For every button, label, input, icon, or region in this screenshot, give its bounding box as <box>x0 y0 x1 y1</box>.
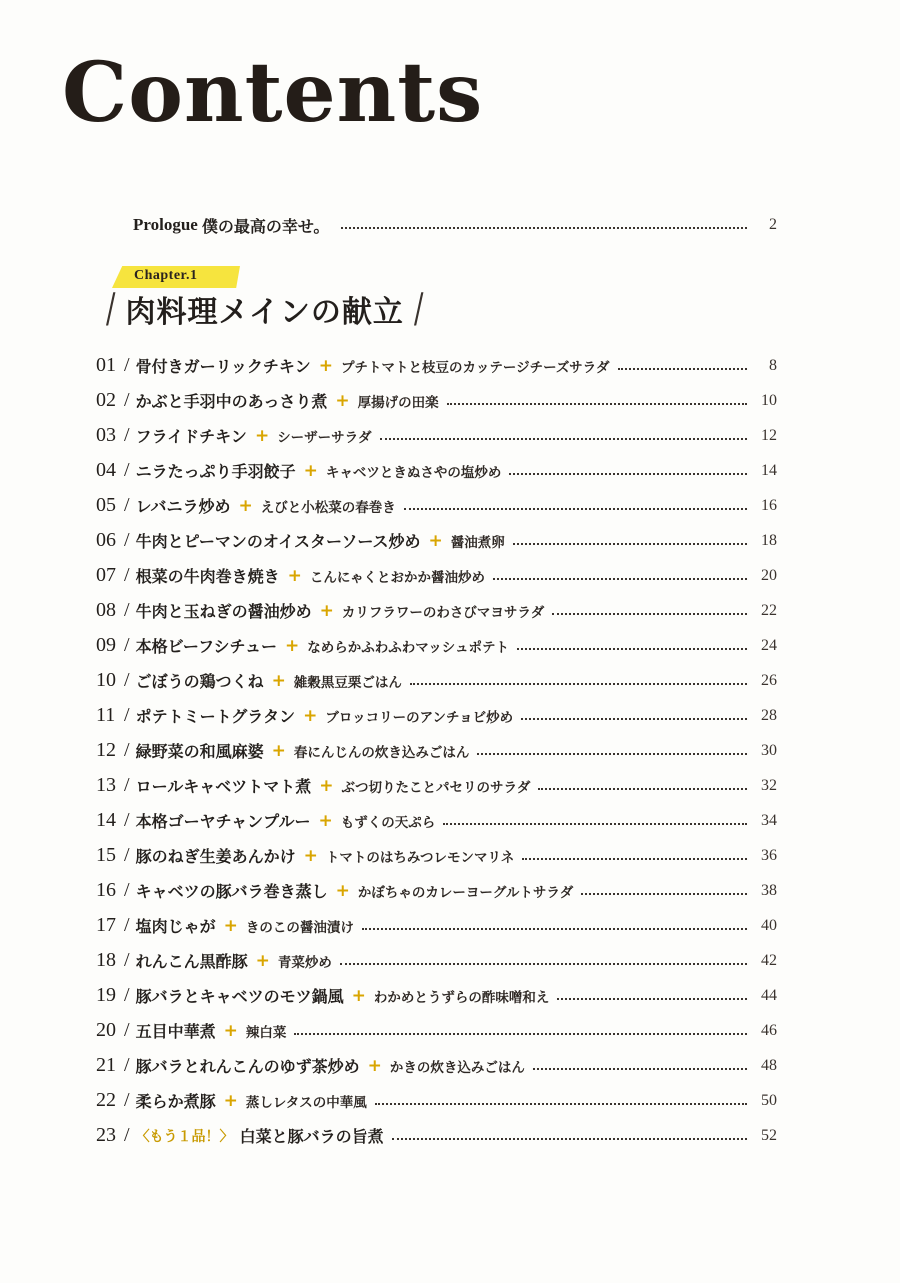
dot-leader <box>618 368 747 370</box>
side-dish: かきの炊き込みごはん <box>389 1059 525 1076</box>
plus-icon: + <box>255 950 270 971</box>
dot-leader <box>341 227 747 229</box>
page-number: 34 <box>761 811 777 829</box>
toc-row[interactable] <box>96 453 777 488</box>
page-number: 44 <box>761 986 777 1004</box>
page-number: 8 <box>769 356 777 374</box>
toc-row[interactable] <box>96 873 777 908</box>
toc-row[interactable] <box>96 1048 777 1083</box>
side-dish: ぶつ切りたことパセリのサラダ <box>341 779 531 796</box>
toc-row[interactable] <box>96 523 777 558</box>
item-number: 20 <box>96 1019 116 1041</box>
slash-separator: / <box>124 774 130 796</box>
main-dish: 白菜と豚バラの旨煮 <box>239 1127 384 1146</box>
slash-separator: / <box>124 809 130 831</box>
dot-leader <box>380 438 747 440</box>
side-dish: シーザーサラダ <box>277 429 372 446</box>
toc-list <box>96 348 777 1153</box>
main-dish: ごぼうの鶏つくね <box>135 672 264 691</box>
side-dish: 醤油煮卵 <box>450 534 505 551</box>
plus-icon: + <box>223 1020 238 1041</box>
item-number: 03 <box>96 424 116 446</box>
plus-icon: + <box>254 425 270 446</box>
item-number: 04 <box>96 459 116 481</box>
dot-leader <box>493 578 747 580</box>
slash-separator: / <box>124 1089 130 1111</box>
page-number: 22 <box>761 601 777 619</box>
item-number: 11 <box>96 704 116 726</box>
toc-row[interactable] <box>96 733 777 768</box>
item-number: 10 <box>96 669 116 691</box>
slash-separator: / <box>124 494 130 516</box>
slash-separator: / <box>124 669 130 691</box>
page-number: 36 <box>761 846 777 864</box>
main-dish: 五目中華煮 <box>135 1022 216 1041</box>
item-number: 05 <box>96 494 116 516</box>
item-number: 21 <box>96 1054 116 1076</box>
slash-separator: / <box>124 354 130 376</box>
plus-icon: + <box>285 635 300 656</box>
side-dish: なめらかふわふわマッシュポテト <box>307 639 509 656</box>
page-number: 10 <box>761 391 777 409</box>
chapter-heading <box>104 286 425 332</box>
prologue-entry[interactable] <box>133 212 777 238</box>
side-dish: プチトマトと枝豆のカッテージチーズサラダ <box>341 359 610 376</box>
dot-leader <box>443 823 747 825</box>
toc-row[interactable] <box>96 1013 777 1048</box>
page-number: 18 <box>761 531 777 549</box>
side-dish: わかめとうずらの酢味噌和え <box>373 989 550 1006</box>
dot-leader <box>362 928 747 930</box>
slash-separator: / <box>124 424 130 446</box>
page-number: 26 <box>761 671 777 689</box>
slash-decoration: / <box>106 286 116 332</box>
item-number: 12 <box>96 739 116 761</box>
main-dish: 本格ビーフシチュー <box>135 637 278 656</box>
side-dish: キャベツときぬさやの塩炒め <box>325 464 502 481</box>
toc-row[interactable] <box>96 628 777 663</box>
item-number: 23 <box>96 1124 116 1146</box>
slash-separator: / <box>124 949 130 971</box>
dot-leader <box>392 1138 747 1140</box>
slash-separator: / <box>124 704 130 726</box>
plus-icon: + <box>303 705 318 726</box>
main-dish: ポテトミートグラタン <box>135 707 296 726</box>
side-dish: きのこの醤油漬け <box>245 919 354 936</box>
plus-icon: + <box>319 600 334 621</box>
dot-leader <box>517 648 747 650</box>
toc-row[interactable] <box>96 348 777 383</box>
toc-row[interactable] <box>96 803 777 838</box>
page-number: 14 <box>761 461 777 479</box>
toc-row[interactable] <box>96 593 777 628</box>
chapter-tag <box>112 266 240 288</box>
dot-leader <box>410 683 747 685</box>
item-number: 19 <box>96 984 116 1006</box>
toc-row[interactable] <box>96 908 777 943</box>
page-number: 46 <box>761 1021 777 1039</box>
slash-separator: / <box>124 529 130 551</box>
dot-leader <box>404 508 747 510</box>
main-dish: ニラたっぷり手羽餃子 <box>135 462 296 481</box>
toc-row[interactable] <box>96 663 777 698</box>
item-number: 15 <box>96 844 116 866</box>
slash-separator: / <box>124 879 130 901</box>
slash-separator: / <box>124 1124 130 1146</box>
toc-row[interactable] <box>96 1083 777 1118</box>
main-dish: 豚バラとれんこんのゆず茶炒め <box>135 1057 360 1076</box>
page-number: 24 <box>761 636 777 654</box>
page-number: 48 <box>761 1056 777 1074</box>
main-dish: かぶと手羽中のあっさり煮 <box>135 392 328 411</box>
side-dish: かぼちゃのカレーヨーグルトサラダ <box>357 884 574 901</box>
dot-leader <box>557 998 747 1000</box>
item-number: 17 <box>96 914 116 936</box>
slash-separator: / <box>124 984 130 1006</box>
toc-row[interactable] <box>96 943 777 978</box>
plus-icon: + <box>318 355 334 376</box>
slash-separator: / <box>124 599 130 621</box>
slash-separator: / <box>124 844 130 866</box>
plus-icon: + <box>303 845 318 866</box>
main-dish: 牛肉と玉ねぎの醤油炒め <box>135 602 312 621</box>
side-dish: 辣白菜 <box>245 1024 287 1041</box>
side-dish: ブロッコリーのアンチョビ炒め <box>325 709 514 726</box>
side-dish: こんにゃくとおかか醤油炒め <box>309 569 486 586</box>
plus-icon: + <box>335 390 350 411</box>
main-dish: 緑野菜の和風麻婆 <box>135 742 264 761</box>
main-dish: 塩肉じゃが <box>135 917 216 936</box>
item-number: 01 <box>96 354 116 376</box>
toc-row[interactable] <box>96 418 777 453</box>
toc-row[interactable] <box>96 768 777 803</box>
main-dish: 柔らか煮豚 <box>135 1092 216 1111</box>
main-dish: ロールキャベツトマト煮 <box>135 777 312 796</box>
slash-separator: / <box>124 914 130 936</box>
plus-icon: + <box>238 495 253 516</box>
main-dish: 牛肉とピーマンのオイスターソース炒め <box>135 532 421 551</box>
item-number: 14 <box>96 809 116 831</box>
plus-icon: + <box>428 530 443 551</box>
plus-icon: + <box>223 1090 238 1111</box>
slash-decoration: / <box>413 286 424 332</box>
main-dish: フライドチキン <box>135 427 247 446</box>
slash-separator: / <box>124 739 130 761</box>
dot-leader <box>340 963 747 965</box>
slash-separator: / <box>124 1054 130 1076</box>
main-dish: 根菜の牛肉巻き焼き <box>135 567 280 586</box>
dot-leader <box>533 1068 747 1070</box>
dot-leader <box>538 788 747 790</box>
plus-icon: + <box>223 915 238 936</box>
main-dish: れんこん黒酢豚 <box>135 952 248 971</box>
side-dish: 雑穀黒豆栗ごはん <box>293 674 402 691</box>
page-number: 32 <box>761 776 777 794</box>
item-number: 06 <box>96 529 116 551</box>
plus-icon: + <box>287 565 302 586</box>
page-number: 38 <box>761 881 777 899</box>
prologue-title: 僕の最高の幸せ。 <box>201 216 330 236</box>
page-number: 16 <box>761 496 777 514</box>
toc-row[interactable] <box>96 488 777 523</box>
item-number: 18 <box>96 949 116 971</box>
chapter-title: 肉料理メインの献立 <box>125 295 404 330</box>
side-dish: トマトのはちみつレモンマリネ <box>325 849 515 866</box>
dot-leader <box>513 543 747 545</box>
main-dish: 豚バラとキャベツのモツ鍋風 <box>135 987 344 1006</box>
side-dish: カリフラワーのわさびマヨサラダ <box>341 604 545 621</box>
item-number: 08 <box>96 599 116 621</box>
item-number: 22 <box>96 1089 116 1111</box>
side-dish: 蒸しレタスの中華風 <box>245 1094 367 1111</box>
main-dish: レバニラ炒め <box>135 497 231 516</box>
slash-separator: / <box>124 389 130 411</box>
dot-leader <box>522 858 747 860</box>
side-dish: えびと小松菜の春巻き <box>260 499 396 516</box>
toc-row[interactable] <box>96 383 777 418</box>
plus-icon: + <box>303 460 318 481</box>
plus-icon: + <box>318 810 333 831</box>
page-number: 2 <box>769 216 777 233</box>
page-number: 50 <box>761 1091 777 1109</box>
main-dish: 本格ゴーヤチャンプルー <box>135 812 311 831</box>
main-dish: 骨付きガーリックチキン <box>135 357 311 376</box>
dot-leader <box>294 1033 747 1035</box>
page-title: Contents <box>62 45 484 141</box>
page-number: 12 <box>761 426 777 444</box>
item-number: 02 <box>96 389 116 411</box>
plus-icon: + <box>271 670 286 691</box>
plus-icon: + <box>319 775 334 796</box>
toc-row[interactable] <box>96 838 777 873</box>
side-dish: 厚揚げの田楽 <box>357 394 439 411</box>
page-number: 52 <box>761 1126 777 1144</box>
item-number: 09 <box>96 634 116 656</box>
dot-leader <box>447 403 747 405</box>
dot-leader <box>477 753 747 755</box>
bonus-label: 〈もう１品！〉 <box>135 1128 234 1145</box>
toc-row[interactable] <box>96 698 777 733</box>
slash-separator: / <box>124 564 130 586</box>
side-dish: 春にんじんの炊き込みごはん <box>293 744 470 761</box>
page-number: 30 <box>761 741 777 759</box>
page-number: 40 <box>761 916 777 934</box>
slash-separator: / <box>124 459 130 481</box>
plus-icon: + <box>335 880 350 901</box>
main-dish: キャベツの豚バラ巻き蒸し <box>135 882 328 901</box>
slash-separator: / <box>124 1019 130 1041</box>
page-number: 42 <box>761 951 777 969</box>
item-number: 07 <box>96 564 116 586</box>
dot-leader <box>521 718 747 720</box>
page-number: 20 <box>761 566 777 584</box>
dot-leader <box>509 473 747 475</box>
plus-icon: + <box>271 740 286 761</box>
main-dish: 豚のねぎ生姜あんかけ <box>135 847 296 866</box>
toc-row[interactable] <box>96 1118 777 1153</box>
dot-leader <box>552 613 747 615</box>
dot-leader <box>581 893 747 895</box>
item-number: 13 <box>96 774 116 796</box>
toc-row[interactable] <box>96 558 777 593</box>
item-number: 16 <box>96 879 116 901</box>
side-dish: もずくの天ぷら <box>340 814 436 831</box>
plus-icon: + <box>367 1055 382 1076</box>
toc-row[interactable] <box>96 978 777 1013</box>
prologue-label: Prologue <box>133 215 198 234</box>
chapter-tag-label: Chapter.1 <box>134 268 198 283</box>
dot-leader <box>375 1103 747 1105</box>
slash-separator: / <box>124 634 130 656</box>
page-number: 28 <box>761 706 777 724</box>
plus-icon: + <box>351 985 366 1006</box>
side-dish: 青菜炒め <box>277 954 332 971</box>
